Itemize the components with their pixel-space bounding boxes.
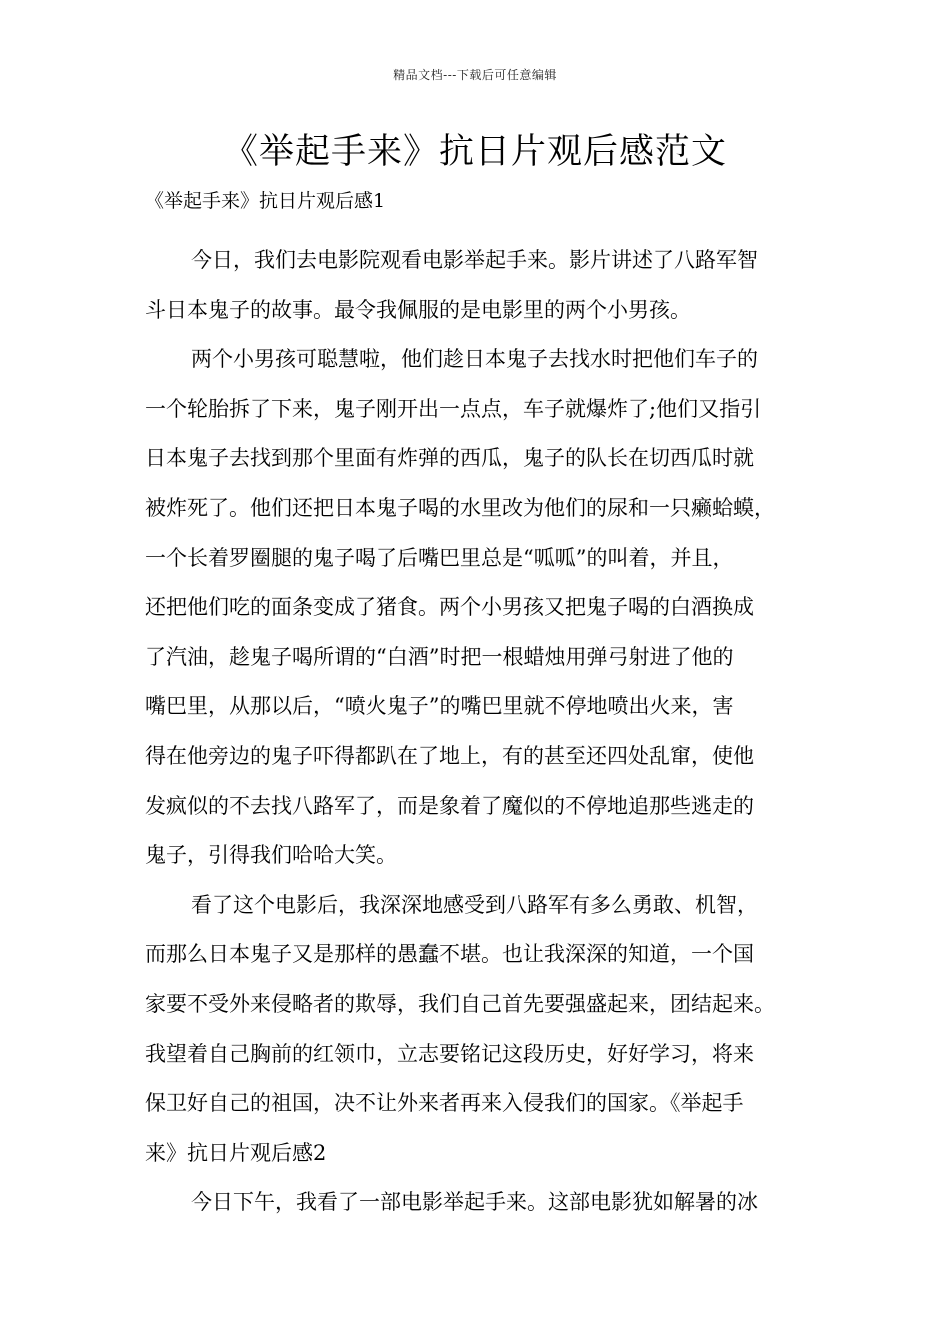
text-line: 日本鬼子去找到那个里面有炸弹的西瓜，鬼子的队长在切西瓜时就 xyxy=(145,446,754,471)
paragraph xyxy=(145,236,817,335)
paragraph xyxy=(145,881,817,1179)
text-line: 今日，我们去电影院观看电影举起手来。影片讲述了八路军智 xyxy=(191,248,758,272)
text-line: 今日下午，我看了一部电影举起手来。这部电影犹如解暑的冰 xyxy=(191,1190,758,1215)
section-heading: 《举起手来》抗日片观后感1 xyxy=(145,190,386,212)
text-line: 来》抗日片观后感2 xyxy=(145,1140,327,1165)
text-line: 斗日本鬼子的故事。最令我佩服的是电影里的两个小男孩。 xyxy=(145,297,691,322)
text-line: 被炸死了。他们还把日本鬼子喝的水里改为他们的尿和一只癞蛤蟆， xyxy=(145,495,775,520)
text-line: 嘴巴里，从那以后，“喷火鬼子”的嘴巴里就不停地喷出火来，害 xyxy=(145,694,734,719)
text-line: 两个小男孩可聪慧啦，他们趁日本鬼子去找水时把他们车子的 xyxy=(191,347,758,372)
paragraph xyxy=(145,1178,817,1228)
text-line: 我望着自己胸前的红领巾，立志要铭记这段历史，好好学习，将来 xyxy=(145,1041,754,1066)
text-line: 鬼子，引得我们哈哈大笑。 xyxy=(145,843,397,868)
paragraph xyxy=(145,335,817,881)
text-line: 还把他们吃的面条变成了猪食。两个小男孩又把鬼子喝的白酒换成 xyxy=(145,595,754,620)
page-header: 精品文档---下载后可任意编辑 xyxy=(393,68,557,82)
text-line: 一个轮胎拆了下来，鬼子刚开出一点点，车子就爆炸了;他们又指引 xyxy=(145,396,762,421)
text-line: 看了这个电影后，我深深地感受到八路军有多么勇敢、机智， xyxy=(191,892,758,917)
text-line: 而那么日本鬼子又是那样的愚蠢不堪。也让我深深的知道，一个国 xyxy=(145,942,754,967)
text-line: 家要不受外来侵略者的欺辱，我们自己首先要强盛起来，团结起来。 xyxy=(145,991,775,1016)
text-line: 保卫好自己的祖国，决不让外来者再来入侵我们的国家。《举起手 xyxy=(145,1091,744,1116)
text-line: 发疯似的不去找八路军了，而是象着了魔似的不停地追那些逃走的 xyxy=(145,793,754,818)
text-line: 一个长着罗圈腿的鬼子喝了后嘴巴里总是“呱呱”的叫着，并且， xyxy=(145,545,734,570)
document-title: 《举起手来》抗日片观后感范文 xyxy=(222,132,727,172)
document-body xyxy=(145,186,817,1228)
text-line: 得在他旁边的鬼子吓得都趴在了地上，有的甚至还四处乱窜，使他 xyxy=(145,743,754,768)
text-line: 了汽油，趁鬼子喝所谓的“白酒”时把一根蜡烛用弹弓射进了他的 xyxy=(145,644,734,669)
